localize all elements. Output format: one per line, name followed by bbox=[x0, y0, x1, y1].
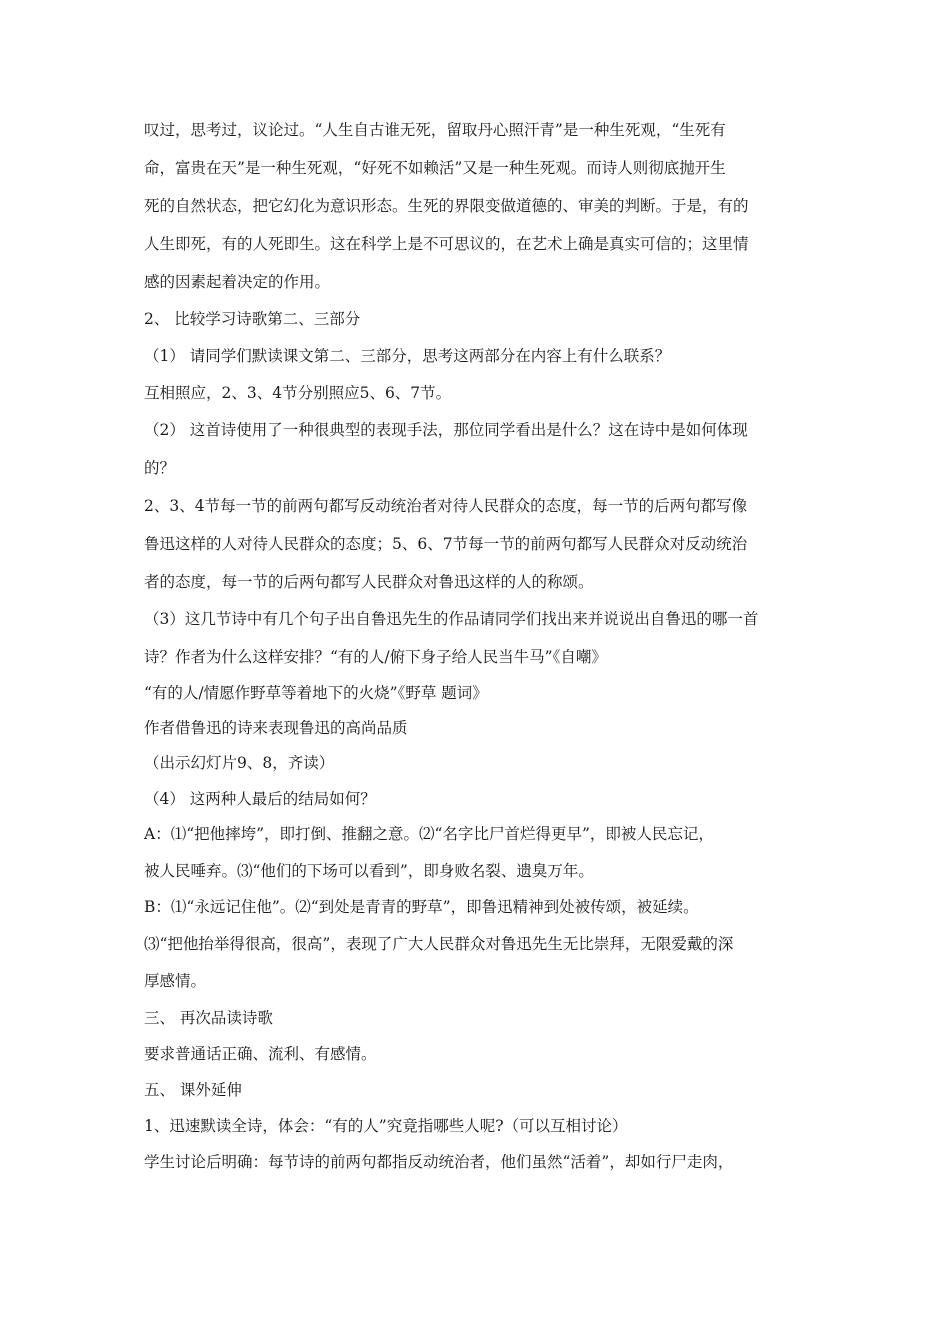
section-heading: 三、 再次品读诗歌 bbox=[144, 1009, 273, 1027]
text-line: 鲁迅这样的人对待人民群众的态度；5、6、7节每一节的前两句都写人民群众对反动统治 bbox=[144, 535, 748, 553]
text-line: （4） 这两种人最后的结局如何？ bbox=[144, 790, 376, 808]
text-line: 命，富贵在天”是一种生死观，“好死不如赖活”又是一种生死观。而诗人则彻底抛开生 bbox=[144, 159, 726, 177]
text-line: 被人民唾弃。⑶“他们的下场可以看到”，即身败名裂、遗臭万年。 bbox=[144, 862, 594, 880]
text-line: 者的态度，每一节的后两句都写人民群众对鲁迅这样的人的称颂。 bbox=[144, 573, 594, 591]
text-line: （1） 请同学们默读课文第二、三部分，思考这两部分在内容上有什么联系？ bbox=[144, 347, 671, 365]
section-heading: 五、 课外延伸 bbox=[144, 1081, 242, 1099]
text-line: 1、迅速默读全诗，体会：“有的人”究竟指哪些人呢?（可以互相讨论） bbox=[144, 1117, 628, 1135]
section-heading: 2、 比较学习诗歌第二、三部分 bbox=[144, 310, 361, 328]
text-line: 2、3、4节每一节的前两句都写反动统治者对待人民群众的态度，每一节的后两句都写像 bbox=[144, 497, 748, 515]
text-line: 死的自然状态，把它幻化为意识形态。生死的界限变做道德的、审美的判断。于是，有的 bbox=[144, 197, 749, 215]
text-line: A：⑴“把他摔垮”，即打倒、推翻之意。⑵“名字比尸首烂得更早”，即被人民忘记， bbox=[144, 825, 714, 843]
text-line: 学生讨论后明确：每节诗的前两句都指反动统治者，他们虽然“活着”，却如行尸走肉， bbox=[144, 1153, 734, 1171]
text-line: 的？ bbox=[144, 459, 176, 477]
text-line: 互相照应，2、3、4节分别照应5、6、7节。 bbox=[144, 384, 452, 402]
text-line: ⑶“把他抬举得很高，很高”，表现了广大人民群众对鲁迅先生无比崇拜，无限爱戴的深 bbox=[144, 935, 734, 953]
text-line: （2） 这首诗使用了一种很典型的表现手法，那位同学看出是什么？这在诗中是如何体现 bbox=[144, 421, 748, 439]
text-line: 要求普通话正确、流利、有感情。 bbox=[144, 1045, 377, 1063]
text-line: 感的因素起着决定的作用。 bbox=[144, 273, 331, 291]
text-line: B：⑴“永远记住他”。⑵“到处是青青的野草”，即鲁迅精神到处被传颂，被延续。 bbox=[144, 898, 699, 916]
text-line: 叹过，思考过，议论过。“人生自古谁无死，留取丹心照汗青”是一种生死观，“生死有 bbox=[144, 121, 726, 139]
text-line: 厚感情。 bbox=[144, 972, 207, 990]
text-line: （出示幻灯片9、8，齐读） bbox=[144, 754, 335, 772]
text-line: 诗？作者为什么这样安排？“有的人/俯下身子给人民当牛马”《自嘲》 bbox=[144, 648, 607, 666]
text-line: 作者借鲁迅的诗来表现鲁迅的高尚品质 bbox=[144, 719, 408, 737]
text-line: 人生即死，有的人死即生。这在科学上是不可思议的，在艺术上确是真实可信的；这里情 bbox=[144, 235, 749, 253]
text-line: “有的人/情愿作野草等着地下的火烧”《野草 题词》 bbox=[144, 684, 488, 702]
text-line: （3）这几节诗中有几个句子出自鲁迅先生的作品请同学们找出来并说说出自鲁迅的哪一首 bbox=[144, 610, 759, 628]
